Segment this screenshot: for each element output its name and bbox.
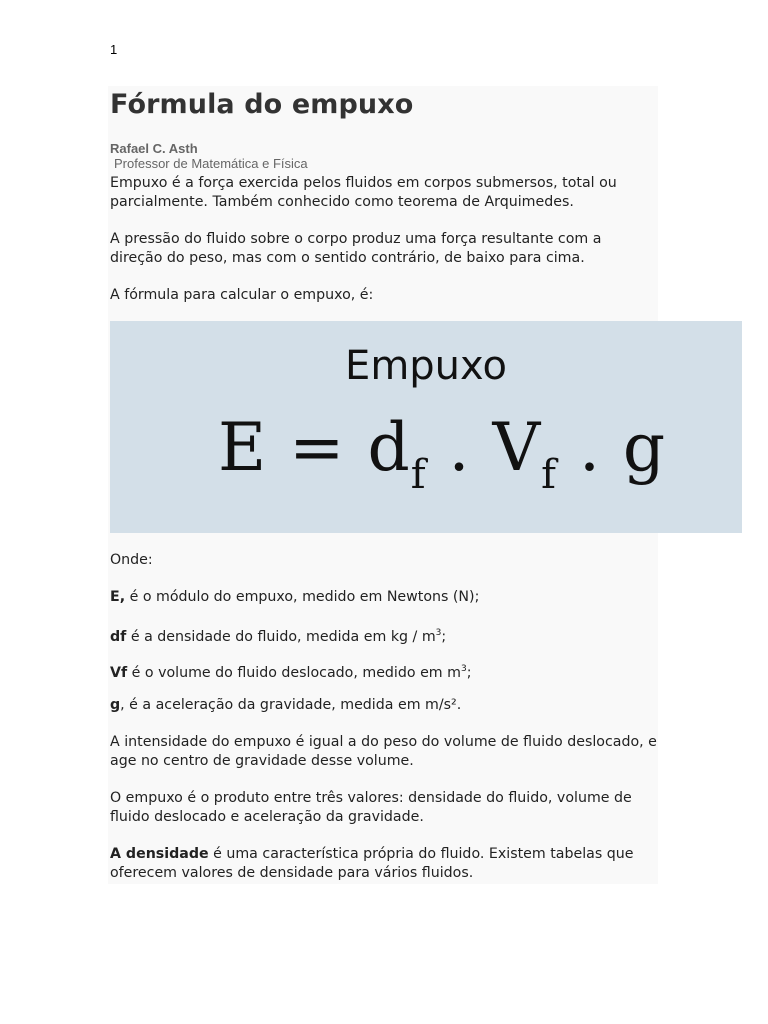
formula-equals: =: [289, 409, 346, 486]
definition-e-term: E,: [110, 589, 126, 605]
definition-df: [110, 624, 658, 647]
definition-df-term: df: [110, 629, 127, 645]
definition-e: [110, 588, 658, 607]
formula-image: [110, 321, 742, 533]
formula-dot-2: .: [578, 409, 601, 486]
formula-density-subscript: f: [410, 452, 427, 498]
definition-g-term: g: [110, 697, 121, 713]
onde-label: Onde:: [110, 552, 153, 568]
definition-vf-term: Vf: [110, 665, 128, 681]
definition-vf: [110, 660, 658, 683]
density-term: A densidade: [110, 846, 209, 862]
author-name[interactable]: Rafael C. Asth: [110, 141, 198, 156]
definition-vf-end: ;: [466, 665, 472, 681]
definition-df-exponent: 3: [435, 628, 442, 638]
intro-paragraph-2: A pressão do fluido sobre o corpo produz uma força resultante com a direção do peso, mas com o sentido contrário, de baixo para cima.: [110, 231, 602, 266]
definition-g-text: , é a aceleração da gravidade, medida em m/s².: [120, 697, 462, 713]
definition-df-text: é a densidade do fluido, medida em kg / m: [126, 629, 436, 645]
author-role: Professor de Matemática e Física: [114, 156, 308, 171]
density-paragraph: [110, 845, 658, 883]
formula-dot-1: .: [448, 409, 471, 486]
definition-e-text: é o módulo do empuxo, medido em Newtons (N);: [125, 589, 480, 605]
formula-volume-subscript: f: [541, 452, 557, 498]
formula-volume: V: [492, 409, 542, 486]
closing-paragraph-2: O empuxo é o produto entre três valores: densidade do fluido, volume de fluido deslocado e aceleração da gravidade.: [110, 790, 632, 825]
definition-g: [110, 696, 658, 715]
formula-equation: [218, 409, 666, 498]
definition-vf-exponent: 3: [460, 664, 467, 674]
page-number: 1: [110, 42, 118, 57]
formula-density: d: [367, 409, 411, 486]
article-title: Fórmula do empuxo: [110, 89, 414, 120]
closing-paragraph-1: A intensidade do empuxo é igual a do peso do volume de fluido deslocado, e age no centro de gravidade desse volume.: [110, 734, 657, 769]
formula-lhs: E: [218, 409, 268, 486]
definition-vf-text: é o volume do fluido deslocado, medido em m: [127, 665, 461, 681]
definition-df-end: ;: [441, 629, 447, 645]
density-text: é uma característica própria do fluido. Existem tabelas que oferecem valores de densidade para vários fluidos.: [110, 846, 634, 881]
formula-gravity: g: [622, 409, 667, 486]
intro-paragraph-1: Empuxo é a força exercida pelos fluidos em corpos submersos, total ou parcialmente. Também conhecido como teorema de Arquimedes.: [110, 175, 617, 210]
formula-caption: Empuxo: [345, 343, 507, 389]
intro-paragraph-3: A fórmula para calcular o empuxo, é:: [110, 287, 374, 303]
